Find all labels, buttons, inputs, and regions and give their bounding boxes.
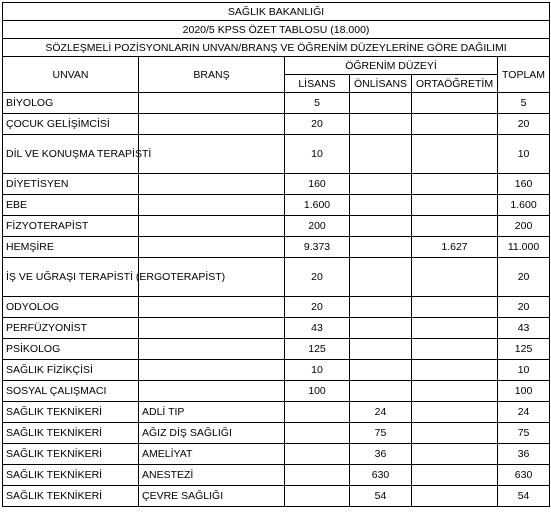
cell-onlisans	[350, 135, 412, 174]
header-onlisans: ÖNLİSANS	[350, 75, 412, 93]
cell-toplam: 11.000	[498, 237, 550, 258]
cell-brans	[139, 237, 285, 258]
cell-onlisans: 630	[350, 465, 412, 486]
cell-onlisans	[350, 114, 412, 135]
header-lisans: LİSANS	[285, 75, 350, 93]
cell-unvan: SAĞLIK TEKNİKERİ	[3, 423, 139, 444]
cell-ortaogretim	[412, 423, 498, 444]
table-caption: SÖZLEŞMELİ POZİSYONLARIN UNVAN/BRANŞ VE ÖĞRENİM DÜZEYLERİNE GÖRE DAĞILIMI	[3, 39, 550, 57]
header-unvan: UNVAN	[3, 57, 139, 93]
cell-brans	[139, 114, 285, 135]
cell-toplam: 630	[498, 465, 550, 486]
cell-unvan: ÇOCUK GELİŞİMCİSİ	[3, 114, 139, 135]
table-row	[3, 339, 550, 360]
cell-onlisans	[350, 339, 412, 360]
cell-unvan: SOSYAL ÇALIŞMACI	[3, 381, 139, 402]
cell-unvan: DİL VE KONUŞMA TERAPİSTİ	[3, 135, 139, 174]
cell-ortaogretim	[412, 195, 498, 216]
table-subtitle: 2020/5 KPSS ÖZET TABLOSU (18.000)	[3, 21, 550, 39]
cell-onlisans: 75	[350, 423, 412, 444]
table-row	[3, 237, 550, 258]
cell-ortaogretim	[412, 360, 498, 381]
cell-toplam: 43	[498, 318, 550, 339]
cell-ortaogretim	[412, 297, 498, 318]
cell-brans	[139, 174, 285, 195]
cell-toplam: 10	[498, 360, 550, 381]
cell-ortaogretim	[412, 216, 498, 237]
cell-onlisans	[350, 360, 412, 381]
cell-onlisans	[350, 93, 412, 114]
cell-lisans: 125	[285, 339, 350, 360]
table-row	[3, 486, 550, 507]
cell-lisans	[285, 444, 350, 465]
cell-unvan: SAĞLIK TEKNİKERİ	[3, 402, 139, 423]
cell-lisans: 43	[285, 318, 350, 339]
cell-onlisans: 54	[350, 486, 412, 507]
cell-lisans	[285, 423, 350, 444]
cell-unvan: SAĞLIK TEKNİKERİ	[3, 486, 139, 507]
cell-ortaogretim	[412, 486, 498, 507]
cell-onlisans	[350, 195, 412, 216]
cell-ortaogretim	[412, 444, 498, 465]
cell-toplam: 20	[498, 297, 550, 318]
cell-toplam: 100	[498, 381, 550, 402]
cell-unvan: PSİKOLOG	[3, 339, 139, 360]
cell-brans: AMELİYAT	[139, 444, 285, 465]
cell-brans	[139, 339, 285, 360]
cell-lisans: 100	[285, 381, 350, 402]
cell-ortaogretim	[412, 339, 498, 360]
cell-brans: AĞIZ DİŞ SAĞLIĞI	[139, 423, 285, 444]
cell-ortaogretim	[412, 381, 498, 402]
cell-ortaogretim	[412, 174, 498, 195]
cell-toplam: 5	[498, 93, 550, 114]
table-row	[3, 174, 550, 195]
cell-brans	[139, 360, 285, 381]
table-row	[3, 318, 550, 339]
table-row	[3, 444, 550, 465]
cell-ortaogretim	[412, 135, 498, 174]
cell-brans: ADLİ TIP	[139, 402, 285, 423]
cell-brans: ANESTEZİ	[139, 465, 285, 486]
summary-table-container	[2, 2, 550, 507]
cell-ortaogretim	[412, 465, 498, 486]
ministry-title: SAĞLIK BAKANLIĞI	[3, 3, 550, 21]
header-toplam: TOPLAM	[498, 57, 550, 93]
cell-onlisans	[350, 237, 412, 258]
cell-toplam: 20	[498, 114, 550, 135]
cell-ortaogretim	[412, 318, 498, 339]
cell-ortaogretim: 1.627	[412, 237, 498, 258]
cell-unvan: SAĞLIK TEKNİKERİ	[3, 444, 139, 465]
table-row	[3, 402, 550, 423]
cell-lisans: 9.373	[285, 237, 350, 258]
cell-lisans: 20	[285, 114, 350, 135]
cell-unvan: SAĞLIK FİZİKÇİSİ	[3, 360, 139, 381]
cell-unvan: İŞ VE UĞRAŞI TERAPİSTİ (ERGOTERAPİST)	[3, 258, 139, 297]
cell-brans	[139, 381, 285, 402]
table-row	[3, 360, 550, 381]
cell-toplam: 20	[498, 258, 550, 297]
table-row	[3, 93, 550, 114]
cell-onlisans	[350, 318, 412, 339]
table-row	[3, 114, 550, 135]
cell-toplam: 24	[498, 402, 550, 423]
cell-unvan: EBE	[3, 195, 139, 216]
cell-ortaogretim	[412, 93, 498, 114]
cell-ortaogretim	[412, 114, 498, 135]
table-row	[3, 297, 550, 318]
table-row	[3, 216, 550, 237]
cell-onlisans	[350, 258, 412, 297]
cell-lisans: 20	[285, 297, 350, 318]
cell-unvan: DİYETİSYEN	[3, 174, 139, 195]
cell-lisans: 200	[285, 216, 350, 237]
table-row	[3, 135, 550, 174]
cell-unvan: SAĞLIK TEKNİKERİ	[3, 465, 139, 486]
cell-ortaogretim	[412, 402, 498, 423]
cell-toplam: 200	[498, 216, 550, 237]
cell-brans	[139, 297, 285, 318]
cell-unvan: PERFÜZYONİST	[3, 318, 139, 339]
cell-lisans	[285, 402, 350, 423]
cell-lisans	[285, 486, 350, 507]
cell-onlisans	[350, 381, 412, 402]
cell-lisans: 5	[285, 93, 350, 114]
kpss-summary-table	[2, 2, 550, 507]
cell-toplam: 10	[498, 135, 550, 174]
header-ogrenim-duzeyi: ÖĞRENİM DÜZEYİ	[285, 57, 498, 75]
cell-unvan: ODYOLOG	[3, 297, 139, 318]
header-ortaogretim: ORTAÖĞRETİM	[412, 75, 498, 93]
cell-onlisans	[350, 216, 412, 237]
cell-onlisans: 24	[350, 402, 412, 423]
cell-brans	[139, 135, 285, 174]
table-row	[3, 465, 550, 486]
cell-lisans: 20	[285, 258, 350, 297]
cell-unvan: FİZYOTERAPİST	[3, 216, 139, 237]
table-row	[3, 423, 550, 444]
cell-toplam: 36	[498, 444, 550, 465]
table-row	[3, 381, 550, 402]
cell-onlisans: 36	[350, 444, 412, 465]
cell-lisans: 1.600	[285, 195, 350, 216]
cell-lisans: 10	[285, 360, 350, 381]
cell-brans	[139, 216, 285, 237]
table-row	[3, 195, 550, 216]
cell-toplam: 75	[498, 423, 550, 444]
cell-lisans: 160	[285, 174, 350, 195]
cell-unvan: HEMŞİRE	[3, 237, 139, 258]
cell-toplam: 125	[498, 339, 550, 360]
cell-brans: ÇEVRE SAĞLIĞI	[139, 486, 285, 507]
table-row	[3, 258, 550, 297]
cell-toplam: 1.600	[498, 195, 550, 216]
cell-toplam: 54	[498, 486, 550, 507]
cell-brans	[139, 93, 285, 114]
cell-ortaogretim	[412, 258, 498, 297]
cell-brans	[139, 318, 285, 339]
cell-lisans	[285, 465, 350, 486]
cell-toplam: 160	[498, 174, 550, 195]
cell-brans	[139, 195, 285, 216]
cell-onlisans	[350, 297, 412, 318]
cell-lisans: 10	[285, 135, 350, 174]
cell-onlisans	[350, 174, 412, 195]
cell-unvan: BİYOLOG	[3, 93, 139, 114]
header-brans: BRANŞ	[139, 57, 285, 93]
